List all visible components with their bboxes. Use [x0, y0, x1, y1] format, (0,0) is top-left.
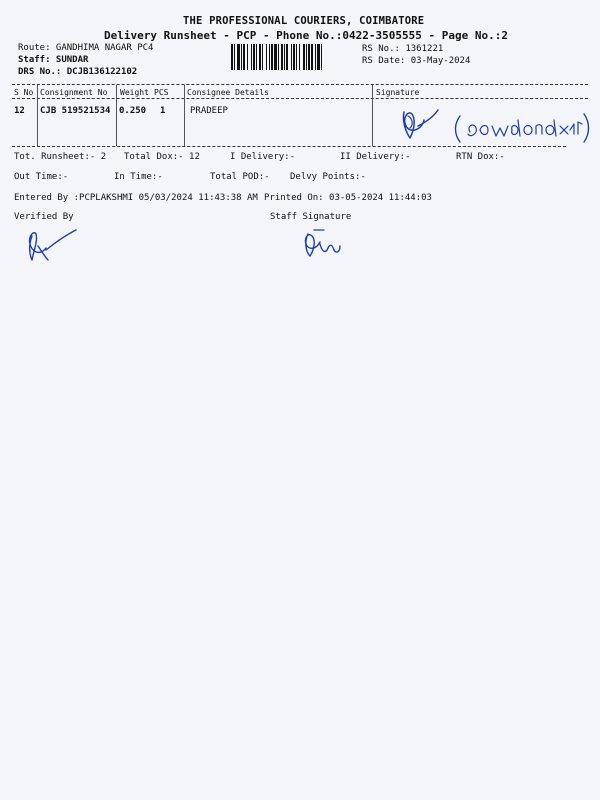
runsheet-subtitle: Delivery Runsheet - PCP - Phone No.:0422-3505555 - Page No.:2 [104, 29, 508, 42]
cell-consignee: PRADEEP [190, 106, 228, 116]
receiver-signature-image [396, 104, 456, 144]
col-header-consignment: Consignment No [40, 88, 108, 97]
route-label: Route: GANDHIMA NAGAR PC4 [18, 43, 154, 53]
total-dox: Total Dox:- 12 [124, 152, 200, 162]
out-time: Out Time:- [14, 172, 69, 182]
handwritten-note-image [452, 110, 592, 146]
rs-number: RS No.: 1361221 [362, 44, 444, 54]
col-divider [116, 85, 117, 146]
drs-number: DRS No.: DCJB136122102 [18, 67, 138, 77]
staff-signature-image [298, 226, 348, 262]
col-header-consignee: Consignee Details [187, 88, 269, 97]
col-divider [372, 85, 373, 146]
printed-on: Printed On: 03-05-2024 11:44:03 [264, 193, 432, 203]
verifier-signature-image [24, 226, 84, 266]
col-header-pcs: PCS [154, 88, 169, 97]
cell-consignment: CJB 519521534 [40, 106, 111, 116]
verified-by-label: Verified By [14, 212, 74, 222]
cell-sno: 12 [14, 106, 25, 116]
ii-delivery: II Delivery:- [340, 152, 411, 162]
col-header-signature: Signature [376, 88, 420, 97]
rtn-dox: RTN Dox:- [456, 152, 505, 162]
entered-by: Entered By :PCPLAKSHMI 05/03/2024 11:43:38 AM [14, 193, 258, 203]
delvy-points: Delvy Points:- [290, 172, 366, 182]
tot-runsheet: Tot. Runsheet:- 2 [14, 152, 107, 162]
table-header-rule [12, 98, 588, 99]
barcode [231, 44, 352, 70]
cell-pcs: 1 [160, 106, 166, 116]
col-divider [37, 85, 38, 146]
company-name: THE PROFESSIONAL COURIERS, COIMBATORE [183, 15, 425, 27]
rs-date: RS Date: 03-May-2024 [362, 56, 471, 66]
staff-label: Staff: SUNDAR [18, 55, 89, 65]
cell-weight: 0.250 [119, 106, 147, 116]
col-header-sno: S No [14, 88, 34, 97]
table-bottom-rule [12, 146, 566, 147]
i-delivery: I Delivery:- [230, 152, 296, 162]
col-divider [184, 85, 185, 146]
staff-signature-label: Staff Signature [270, 212, 352, 222]
col-header-weight: Weight [120, 88, 149, 97]
in-time: In Time:- [114, 172, 163, 182]
total-pod: Total POD:- [210, 172, 270, 182]
table-top-rule [12, 84, 588, 85]
